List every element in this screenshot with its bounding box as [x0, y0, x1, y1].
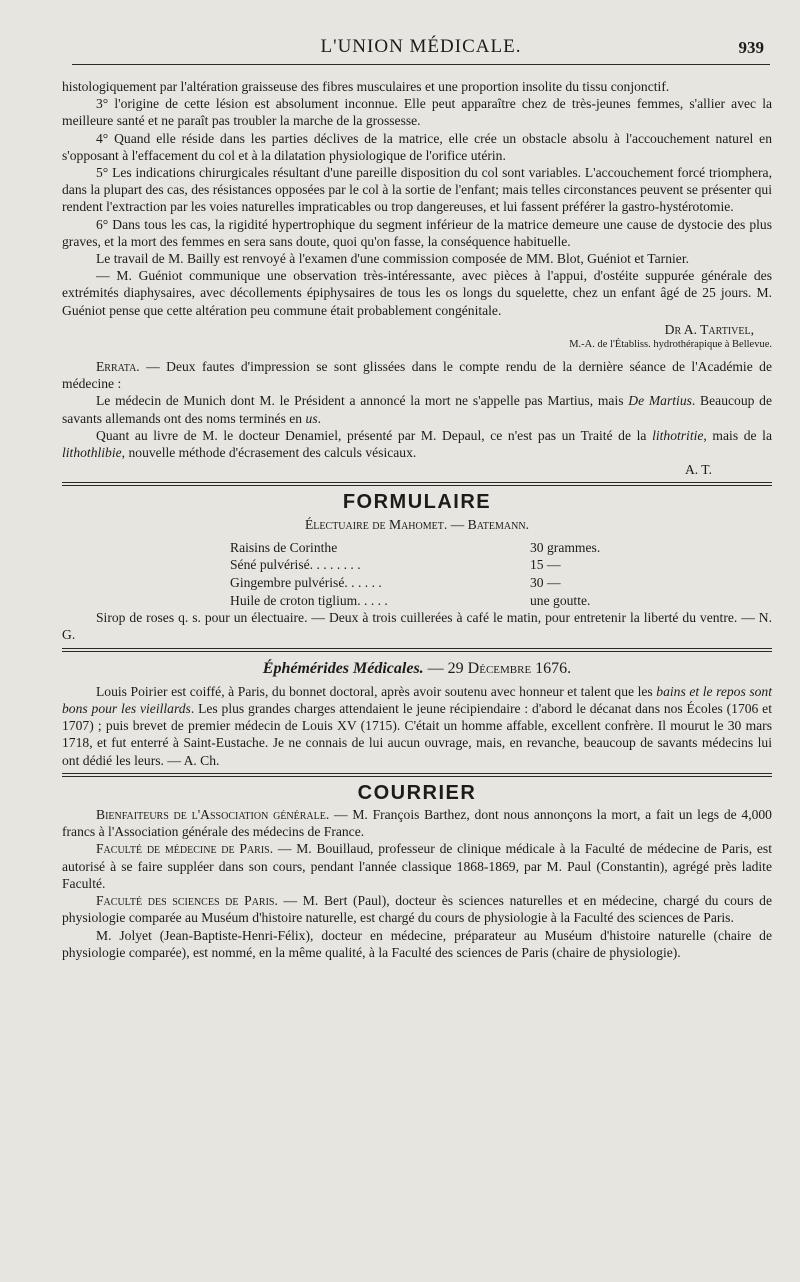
journal-title: L'UNION MÉDICALE. [320, 36, 522, 57]
recipe-row [230, 592, 680, 610]
courrier-item-label: Faculté de médecine de Paris. [96, 841, 274, 857]
errata-2-text-b: , mais de la [703, 427, 772, 443]
ephemerides-thesis: bains et le repos sont bons pour les vieillards [62, 683, 772, 717]
conclusion-5: 5° Les indications chirurgicales résultant d'une pareille disposition du col sont variables. L'accouchement forcé triomphera, dans la plupart des cas, des résistances opposées par le col à la sortie de l'enfant; mais telles circonstances peuvent se présenter qui rendent l'extraction par les voies naturelles impraticables ou trop dangereuses, et lui fassent préférer la gastro-hystérotomie. [62, 165, 772, 215]
section-divider [62, 648, 772, 649]
errata-item-2 [62, 427, 772, 461]
ephemerides-date: — 29 Décembre 1676. [427, 659, 572, 677]
errata-text: — Deux fautes d'impression se sont glissées dans le compte rendu de la dernière séance de l'Académie de médecine : [62, 359, 772, 392]
recipe-instructions: Sirop de roses q. s. pour un électuaire. — Deux à trois cuillerées à café le matin, pour entretenir la liberté du ventre. — N. G. [62, 610, 772, 643]
formulaire-subheading: Électuaire de Mahomet. — Batemann. [305, 516, 529, 532]
section-divider [62, 651, 772, 652]
courrier-item-label: Bienfaiteurs de l'Association générale. [96, 807, 330, 823]
conclusion-3: 3° l'origine de cette lésion est absolument inconnue. Elle peut apparaître chez de très-jeunes femmes, s'allier avec la meilleure santé et ne paraît pas troubler la marche de la grossesse. [62, 96, 772, 129]
courrier-item [62, 927, 772, 961]
courrier-item [62, 806, 772, 840]
commission-referral: Le travail de M. Bailly est renvoyé à l'examen d'une commission composée de MM. Blot, Guéniot et Tarnier. [96, 251, 689, 267]
errata-2-text: Quant au livre de M. le docteur Denamiel, présenté par M. Depaul, ce n'est pas un Traité de la [96, 427, 653, 443]
ingredient-qty: 30 — [530, 575, 561, 591]
section-divider [62, 776, 772, 777]
courrier-item [62, 840, 772, 892]
ephemerides-text-a: Louis Poirier est coiffé, à Paris, du bonnet doctoral, après avoir soutenu avec honneur et talent que les [96, 683, 657, 699]
recipe-table [230, 539, 680, 609]
recipe-row [230, 574, 680, 592]
signature-name: Dr A. Tartivel, [664, 321, 754, 337]
ingredient-name: Raisins de Corinthe [230, 539, 338, 555]
errata-label: Errata. [96, 359, 140, 375]
ingredient-qty: 30 grammes. [530, 539, 601, 555]
courrier-heading: COURRIER [357, 781, 477, 804]
errata-2-end: , nouvelle méthode d'écrasement des calculs vésicaux. [121, 445, 417, 461]
ephemerides-heading [62, 660, 772, 677]
courrier-item-text: — M. François Barthez, dont nous annonçons la mort, a fait un legs de 4,000 francs à l'Association générale des médecins de France. [62, 807, 772, 840]
ephemerides-title: Éphémérides Médicales. [262, 659, 424, 677]
section-divider [62, 773, 772, 774]
section-divider [62, 482, 772, 483]
recipe-row [230, 539, 680, 557]
errata-1-name: De Martius [628, 393, 692, 409]
ingredient-name: Gingembre pulvérisé. . . . . . [230, 575, 382, 591]
courrier-item-label: Faculté des sciences de Paris. [96, 893, 278, 909]
ephemerides-text-b: . Les plus grandes charges attendaient le jeune récipiendaire : d'abord le décanat dans nos Écoles (1706 et 1707) ; puis brevet de premier médecin de Louis XV (1715). C'était un homme affable, excellent confrère. Il mourut le 30 mars 1718, et fut enterré à Saint-Eustache. Je ne connais de lui aucun ouvrage, mais, en revanche, beaucoup de savants médecins lui ont dédié les leurs. — A. Ch. [62, 701, 772, 768]
page-body [62, 78, 772, 961]
courrier-item-text: — M. Bert (Paul), docteur ès sciences naturelles et en médecine, chargé du cours de physiologie comparée au Muséum d'histoire naturelle, est chargé du cours de physiologie à la Faculté des sciences de Paris. [62, 893, 772, 926]
conclusion-4: 4° Quand elle réside dans les parties déclives de la matrice, elle crée un obstacle absolu à l'accouchement naturel en s'opposant à l'effacement du col et à la dilatation physiologique de l'orifice utérin. [62, 130, 772, 163]
article-lead: histologiquement par l'altération graisseuse des fibres musculaires et une proportion insolite du tissu conjonctif. [62, 79, 670, 94]
errata-2-term-a: lithotritie [652, 427, 704, 443]
errata-2-term-b: lithothlibie [62, 445, 122, 461]
errata-1-end: . [317, 410, 322, 426]
formulaire-heading: FORMULAIRE [342, 491, 492, 514]
errata-item-1 [62, 392, 772, 426]
running-header [72, 34, 770, 65]
courrier-item [62, 892, 772, 926]
conclusion-6: 6° Dans tous les cas, la rigidité hypertrophique du segment inférieur de la matrice demeure une cause de dystocie des plus graves, et la mort des femmes en sera sans doute, quoi qu'on fasse, la conséquence habituelle. [62, 216, 772, 249]
errata-initials: A. T. [684, 462, 712, 478]
ingredient-qty: 15 — [530, 557, 561, 573]
errata-1-text-b: . Beaucoup de savants allemands ont des noms terminés en [62, 393, 772, 426]
errata-1-suffix: us [305, 410, 318, 426]
courrier-item-text: — M. Bouillaud, professeur de clinique médicale à la Faculté de médecine de Paris, est autorisé à se faire suppléer dans son cours, pendant l'année classique 1868-1869, par M. Paul (Constantin), agrégé près ladite Faculté. [62, 841, 772, 891]
recipe-row [230, 556, 680, 574]
signature-title: M.-A. de l'Établiss. hydrothérapique à Bellevue. [569, 339, 772, 351]
section-divider [62, 485, 772, 486]
page-number: 939 [738, 38, 764, 57]
ingredient-qty: une goutte. [530, 592, 591, 608]
courrier-item-text: M. Jolyet (Jean-Baptiste-Henri-Félix), docteur en médecine, préparateur au Muséum d'histoire naturelle (chaire de physiologie comparée), est nommé, en la même qualité, à la Faculté des sciences de Paris (chaire de physiologie). [62, 927, 772, 960]
ingredient-name: Séné pulvérisé. . . . . . . . [230, 557, 361, 573]
ephemerides-text [62, 683, 772, 769]
gueniot-communication: — M. Guéniot communique une observation très-intéressante, avec pièces à l'appui, d'ostéite suppurée générale des extrémités diaphysaires, avec décollements épiphysaires de tous les os longs du squelette, chez un enfant âgé de 25 jours. M. Guéniot pense que cette altération peu commune était probablement congénitale. [62, 268, 772, 318]
ingredient-name: Huile de croton tiglium. . . . . [230, 592, 388, 608]
errata-paragraph [62, 358, 772, 392]
errata-1-text: Le médecin de Munich dont M. le Président a annoncé la mort ne s'appelle pas Martius, mais [96, 393, 629, 409]
